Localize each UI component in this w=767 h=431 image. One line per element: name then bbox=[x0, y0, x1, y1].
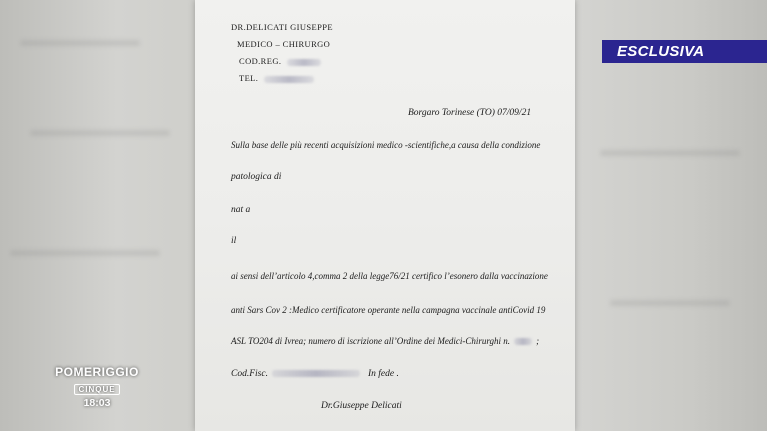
signature: Dr.Giuseppe Delicati bbox=[321, 401, 402, 411]
text-line-4: il bbox=[231, 236, 237, 246]
logo-subtitle: CINQUE bbox=[74, 384, 119, 395]
text-line-7-main: ASL TO204 di Ivrea; numero di iscrizione all’Ordine dei Medici-Chirurghi n. bbox=[231, 336, 511, 346]
doctor-profession: MEDICO – CHIRURGO bbox=[237, 39, 331, 49]
text-line-2: patologica di bbox=[231, 172, 282, 182]
background-blur-line bbox=[610, 300, 730, 306]
text-line-6: anti Sars Cov 2 :Medico certificatore operante nella campagna vaccinale antiCovid 19 bbox=[231, 305, 546, 315]
exclusive-badge: ESCLUSIVA bbox=[602, 40, 767, 63]
doctor-name: DR.DELICATI GIUSEPPE bbox=[231, 22, 333, 32]
background-blur-line bbox=[30, 130, 170, 136]
text-line-7 bbox=[231, 336, 539, 346]
place-date: Borgaro Torinese (TO) 07/09/21 bbox=[408, 108, 532, 118]
clock-time: 18:03 bbox=[83, 397, 111, 409]
cod-reg-label: COD.REG. bbox=[239, 56, 282, 66]
redacted-tel bbox=[264, 76, 314, 83]
channel-logo bbox=[47, 365, 147, 409]
text-line-1: Sulla base delle più recenti acquisizioni medico -scientifiche,a causa della condizione bbox=[231, 140, 541, 150]
redacted-cod-fisc bbox=[272, 370, 360, 377]
text-line-5: ai sensi dell’articolo 4,comma 2 della legge76/21 certifico l’esonero dalla vaccinazione bbox=[231, 271, 548, 281]
background-right bbox=[575, 0, 767, 431]
background-blur-line bbox=[600, 150, 740, 156]
cod-fisc-label: Cod.Fisc. bbox=[231, 369, 268, 379]
in-fede: In fede . bbox=[367, 369, 399, 379]
logo-title: POMERIGGIO bbox=[55, 365, 139, 379]
tel-label: TEL. bbox=[239, 73, 259, 83]
background-blur-line bbox=[10, 250, 160, 256]
redacted-registration-number bbox=[514, 338, 532, 345]
cod-fisc-line bbox=[231, 369, 399, 379]
tel-line bbox=[239, 73, 314, 83]
cod-reg-line bbox=[239, 56, 321, 66]
text-line-7-end: ; bbox=[536, 336, 540, 346]
background-blur-line bbox=[20, 40, 140, 46]
certificate-document bbox=[195, 0, 575, 431]
text-line-3: nat a bbox=[231, 205, 251, 215]
redacted-cod-reg bbox=[287, 59, 321, 66]
